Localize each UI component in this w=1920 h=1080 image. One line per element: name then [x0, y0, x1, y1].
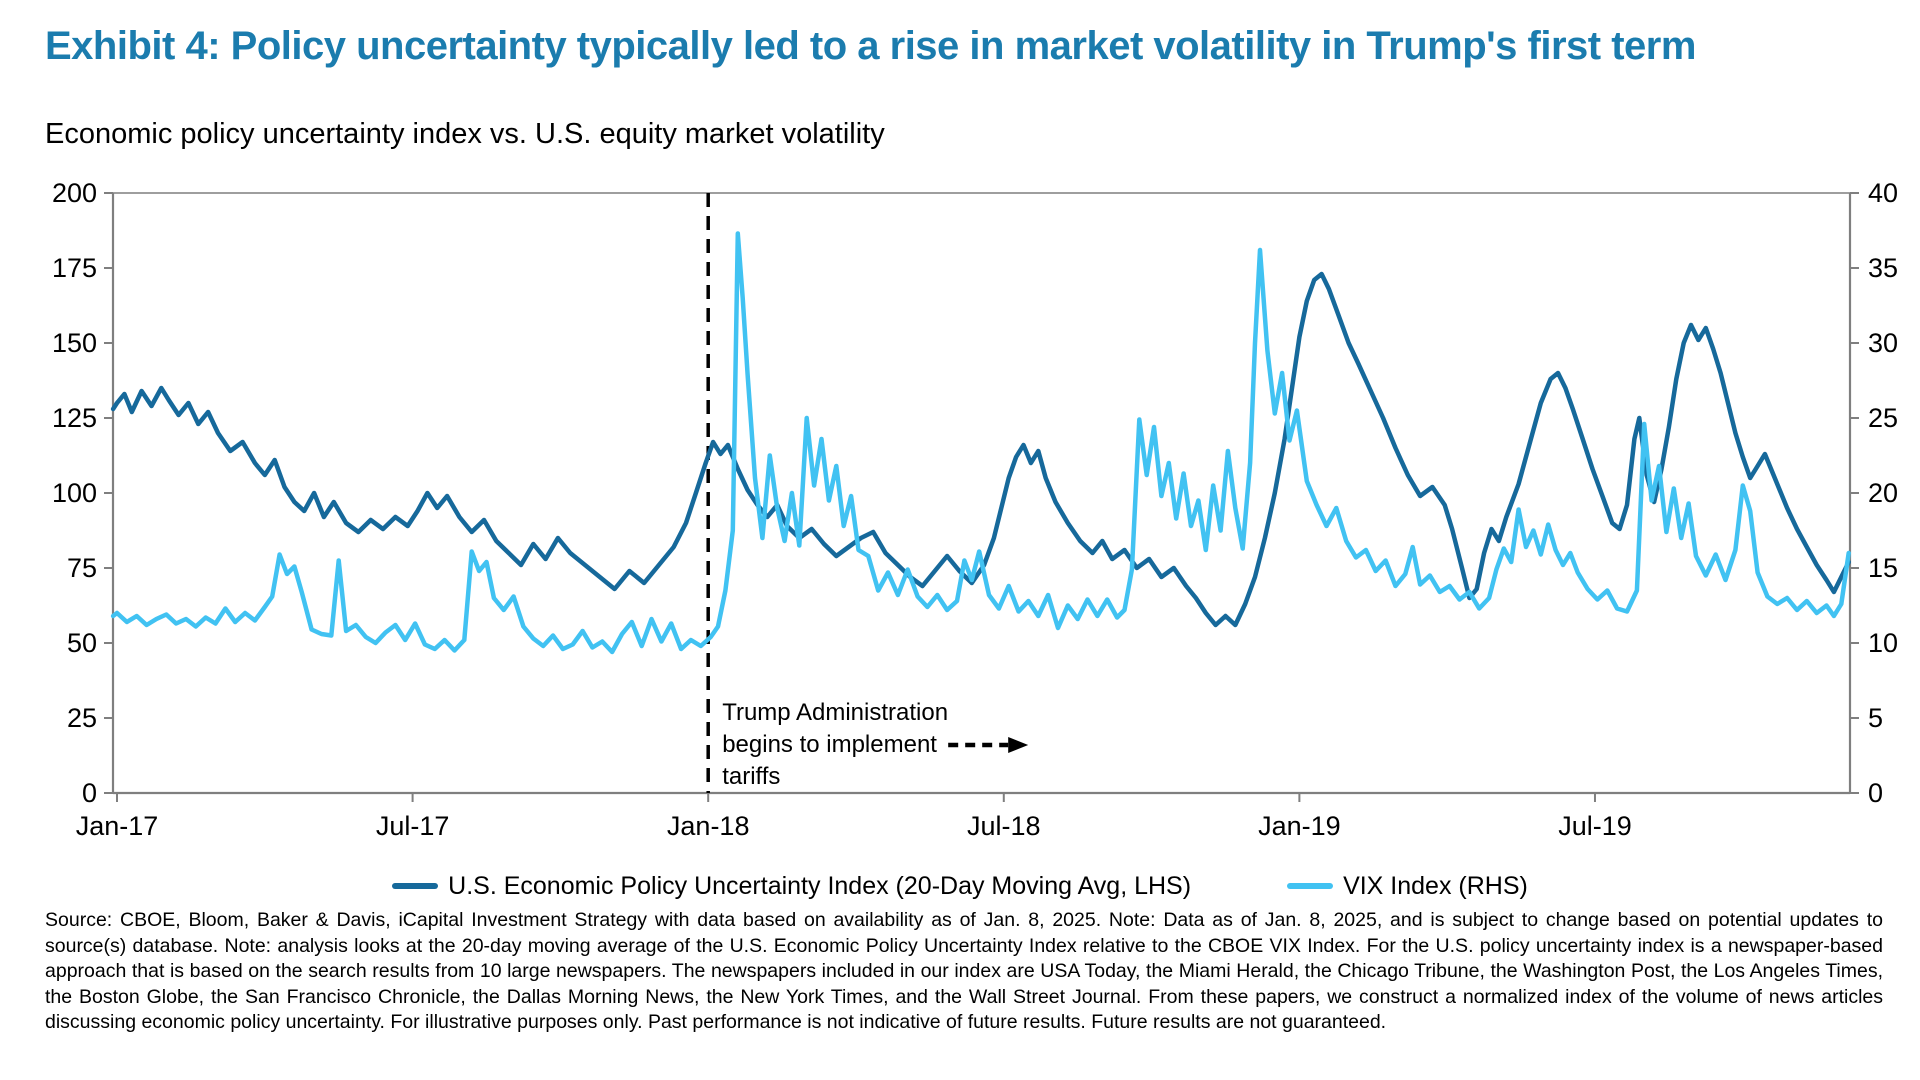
left-tick-label: 0: [81, 778, 97, 808]
legend-item-epu: [392, 872, 1191, 901]
x-tick-label: Jul-18: [967, 811, 1041, 841]
annotation-line: Trump Administration: [722, 699, 949, 726]
right-tick-label: 20: [1868, 478, 1899, 508]
left-tick-label: 50: [66, 628, 97, 658]
chart-legend: [0, 868, 1920, 904]
chart-subtitle: Economic policy uncertainty index vs. U.S. equity market volatility: [45, 118, 885, 150]
x-tick-label: Jan-18: [666, 811, 750, 841]
legend-label: U.S. Economic Policy Uncertainty Index (20-Day Moving Avg, LHS): [448, 871, 1192, 900]
left-tick-label: 25: [66, 703, 97, 733]
annotation-arrow-head: [1008, 737, 1028, 753]
vix-line-series: [113, 234, 1849, 653]
left-tick-label: 100: [51, 478, 97, 508]
right-tick-label: 5: [1868, 703, 1884, 733]
annotation-line: tariffs: [722, 763, 781, 790]
epu-line-series: [113, 274, 1849, 625]
x-tick-label: Jan-17: [75, 811, 159, 841]
annotation-line: begins to implement: [722, 731, 937, 758]
left-tick-label: 200: [51, 178, 97, 208]
left-tick-label: 125: [51, 403, 97, 433]
legend-line-swatch: [1287, 883, 1333, 889]
right-tick-label: 30: [1868, 328, 1899, 358]
left-tick-label: 150: [51, 328, 97, 358]
x-tick-label: Jul-17: [375, 811, 450, 841]
right-tick-label: 40: [1868, 178, 1899, 208]
exhibit-title: Exhibit 4: Policy uncertainty typically led to a rise in market volatility in Trump's first term: [45, 24, 1696, 68]
legend-label: VIX Index (RHS): [1343, 871, 1528, 900]
x-tick-label: Jul-19: [1558, 811, 1632, 841]
left-tick-label: 75: [66, 553, 97, 583]
right-tick-label: 35: [1868, 253, 1899, 283]
legend-item-vix: [1287, 872, 1528, 901]
x-tick-label: Jan-19: [1258, 811, 1341, 841]
legend-line-swatch: [392, 883, 438, 889]
right-tick-label: 0: [1868, 778, 1884, 808]
left-tick-label: 175: [51, 253, 97, 283]
right-tick-label: 10: [1868, 628, 1899, 658]
source-note: Source: CBOE, Bloom, Baker & Davis, iCapital Investment Strategy with data based on availability as of Jan. 8, 2025. Note: Data as of Jan. 8, 2025, and is subject to change based on potential updates to source(s) database. Note: analysis looks at the 20-day moving average of the U.S. Economic Policy Uncertainty Index relative to the CBOE VIX Index. For the U.S. policy uncertainty index is a newspaper-based approach that is based on the search results from 10 large newspapers. The newspapers included in our index are USA Today, the Miami Herald, the Chicago Tribune, the Washington Post, the Los Angeles Times, the Boston Globe, the San Francisco Chronicle, the Dallas Morning News, the New York Times, and the Wall Street Journal. From these papers, we construct a normalized index of the volume of news articles discussing economic policy uncertainty. For illustrative purposes only. Past performance is not indicative of future results. Future results are not guaranteed.: [45, 909, 1883, 1033]
right-tick-label: 15: [1868, 553, 1899, 583]
right-tick-label: 25: [1868, 403, 1899, 433]
